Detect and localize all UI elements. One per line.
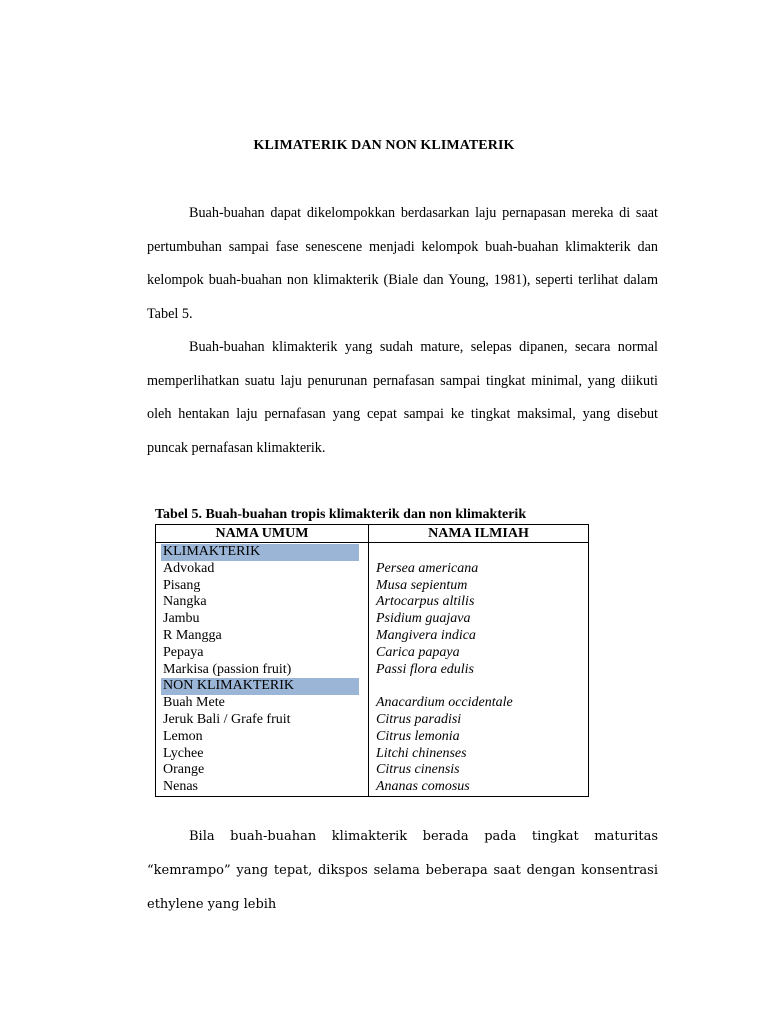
cell-scientific-name: Persea americana (369, 561, 589, 578)
cell-common-name (156, 543, 369, 561)
table-row (156, 779, 589, 796)
common-name-text: Pepaya (163, 644, 204, 660)
cell-common-name (156, 662, 369, 679)
table-header-row (156, 525, 589, 543)
table-row (156, 695, 589, 712)
header-scientific-name: NAMA ILMIAH (369, 525, 589, 543)
common-name-text: Buah Mete (163, 695, 225, 711)
common-name-text: Lemon (163, 728, 203, 744)
page-title: KLIMATERIK DAN NON KLIMATERIK (253, 138, 515, 153)
cell-common-name (156, 712, 369, 729)
paragraph-3-text: Bila buah-buahan klimakterik berada pada tingkat maturitas “kemrampo” yang tepat, dikspos selama beberapa saat dengan konsentrasi ethylene yang lebih (147, 829, 658, 912)
cell-common-name (156, 594, 369, 611)
common-name-text: Jeruk Bali / Grafe fruit (163, 711, 291, 727)
group-label: KLIMAKTERIK (161, 544, 359, 561)
cell-common-name (156, 762, 369, 779)
common-name-text: Nenas (163, 779, 198, 795)
cell-scientific-name: Passi flora edulis (369, 662, 589, 679)
common-name-text: Markisa (passion fruit) (163, 661, 292, 677)
common-name-text: Lychee (163, 745, 204, 761)
cell-scientific-name: Ananas comosus (369, 779, 589, 796)
cell-scientific-name (369, 678, 589, 695)
paragraph-1-text: Buah-buahan dapat dikelompokkan berdasarkan laju pernapasan mereka di saat pertumbuhan sampai fase senescene menjadi kelompok buah-buahan klimakterik dan kelompok buah-buahan non klimakterik (Biale dan Young, 1981), seperti terlihat dalam Tabel 5. (147, 205, 658, 322)
table-group-row (156, 678, 589, 695)
cell-scientific-name: Citrus paradisi (369, 712, 589, 729)
cell-scientific-name: Litchi chinenses (369, 746, 589, 763)
cell-common-name (156, 678, 369, 695)
table-row (156, 712, 589, 729)
table-row (156, 611, 589, 628)
table-row (156, 645, 589, 662)
paragraph-3 (147, 820, 658, 922)
table-row (156, 594, 589, 611)
common-name-text: Pisang (163, 577, 201, 593)
common-name-text: R Mangga (163, 627, 222, 643)
table-row (156, 762, 589, 779)
cell-common-name (156, 779, 369, 796)
cell-common-name (156, 645, 369, 662)
common-name-text: Orange (163, 762, 205, 778)
cell-scientific-name: Anacardium occidentale (369, 695, 589, 712)
header-common-name: NAMA UMUM (156, 525, 369, 543)
table-row (156, 561, 589, 578)
common-name-text: Jambu (163, 611, 200, 627)
cell-common-name (156, 611, 369, 628)
paragraph-2-text: Buah-buahan klimakterik yang sudah mature, selepas dipanen, secara normal memperlihatkan suatu laju penurunan pernafasan sampai tingkat minimal, yang diikuti oleh hentakan laju pernafasan yang cepat sampai ke tingkat maksimal, yang disebut puncak pernafasan klimakterik. (147, 339, 658, 456)
table-row (156, 729, 589, 746)
cell-scientific-name: Musa sepientum (369, 578, 589, 595)
table-caption: Tabel 5. Buah-buahan tropis klimakterik dan non klimakterik (155, 507, 527, 522)
cell-scientific-name: Mangivera indica (369, 628, 589, 645)
cell-common-name (156, 561, 369, 578)
table-row (156, 746, 589, 763)
common-name-text: Nangka (163, 594, 207, 610)
table-row (156, 662, 589, 679)
paragraph-1 (147, 197, 658, 331)
table-row (156, 578, 589, 595)
cell-scientific-name: Psidium guajava (369, 611, 589, 628)
group-label: NON KLIMAKTERIK (161, 678, 359, 695)
cell-scientific-name: Citrus cinensis (369, 762, 589, 779)
table-body (156, 543, 589, 797)
paragraph-2 (147, 331, 658, 465)
cell-scientific-name: Carica papaya (369, 645, 589, 662)
table-group-row (156, 543, 589, 561)
cell-common-name (156, 746, 369, 763)
cell-common-name (156, 695, 369, 712)
cell-common-name (156, 628, 369, 645)
fruit-table (155, 524, 589, 797)
cell-common-name (156, 729, 369, 746)
cell-scientific-name: Citrus lemonia (369, 729, 589, 746)
cell-common-name (156, 578, 369, 595)
common-name-text: Advokad (163, 560, 215, 576)
cell-scientific-name (369, 543, 589, 561)
table-row (156, 628, 589, 645)
cell-scientific-name: Artocarpus altilis (369, 594, 589, 611)
